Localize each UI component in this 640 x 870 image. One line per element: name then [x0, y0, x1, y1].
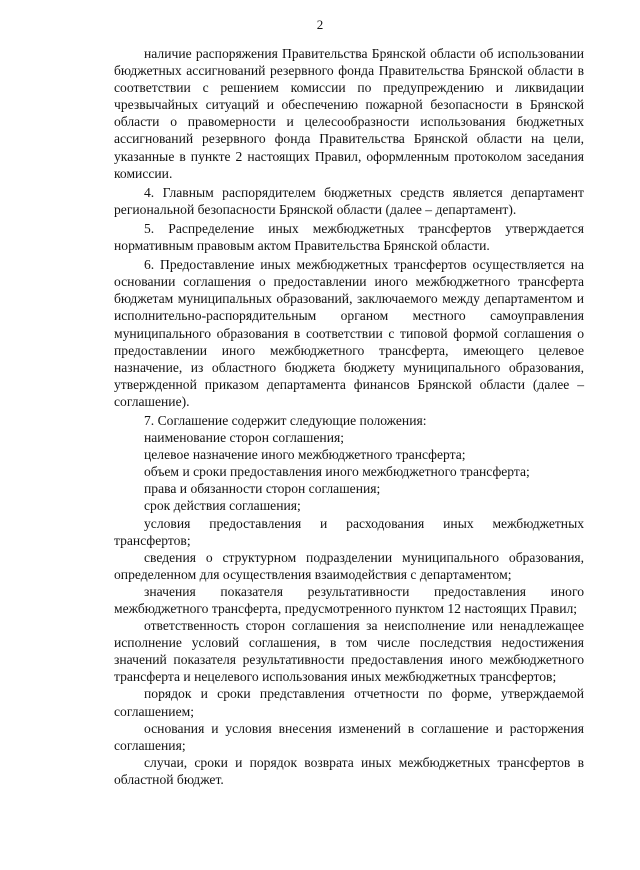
list-item-party-names: наименование сторон соглашения;: [144, 430, 345, 446]
paragraph-6-provision: 6. Предоставление иных межбюджетных трансфертов осуществляется на основании соглашения о предоставлении иного межбюджетного трансферта бюджетам муниципальных образований, заключаемого между департаментом и исполнительно-распорядительным органом местного самоуправления муниципального образования в соответствии с типовой формой соглашения о предоставлении иного межбюджетного трансферта, имеющего целевое назначение, из областного бюджета бюджету муниципального образования, утвержденной приказом департамента финансов Брянской области (далее – соглашение).: [114, 257, 584, 409]
list-item-performance-indicator: значения показателя результативности предоставления иного межбюджетного трансферта, предусмотренного пунктом 12 настоящих Правил;: [114, 583, 584, 616]
list-item-reporting: порядок и сроки представления отчетности по форме, утверждаемой соглашением;: [114, 686, 584, 719]
paragraph-4-chief-manager: 4. Главным распорядителем бюджетных средств является департамент региональной безопасности Брянской области (далее – департамент).: [114, 184, 584, 217]
list-item-purpose: целевое назначение иного межбюджетного трансферта;: [144, 447, 466, 463]
page-number: 2: [316, 17, 324, 32]
list-item-structural-unit: сведения о структурном подразделении муниципального образования, определенном для осуществления взаимодействия с департаментом;: [114, 549, 584, 582]
list-item-rights-duties: права и обязанности сторон соглашения;: [144, 481, 381, 497]
list-item-amendment: основания и условия внесения изменений в соглашение и расторжения соглашения;: [114, 720, 584, 753]
list-item-responsibility: ответственность сторон соглашения за неисполнение или ненадлежащее исполнение условий соглашения, в том числе последствия недостижения значений показателя результативности предоставления иного межбюджетного трансферта и нецелевого использования иных межбюджетных трансфертов;: [114, 618, 584, 685]
list-item-conditions: условия предоставления и расходования иных межбюджетных трансфертов;: [114, 515, 584, 548]
paragraph-reserve-fund-order: наличие распоряжения Правительства Брянской области об использовании бюджетных ассигнований резервного фонда Правительства Брянской области в соответствии с решением комиссии по предупреждению и ликвидации чрезвычайных ситуаций и обеспечению пожарной безопасности в Брянской области о правомерности и целесообразности использования бюджетных ассигнований резервного фонда Правительства Брянской области на цели, указанные в пункте 2 настоящих Правил, оформленным протоколом заседания комиссии.: [114, 46, 584, 181]
list-item-refund: случаи, сроки и порядок возврата иных межбюджетных трансфертов в областной бюджет.: [114, 754, 584, 787]
list-item-term: срок действия соглашения;: [144, 498, 301, 514]
list-item-amount-terms: объем и сроки предоставления иного межбюджетного трансферта;: [144, 464, 530, 480]
document-body: [114, 45, 584, 788]
paragraph-5-distribution: 5. Распределение иных межбюджетных трансфертов утверждается нормативным правовым актом Правительства Брянской области.: [114, 220, 584, 254]
paragraph-7-agreement-contents: 7. Соглашение содержит следующие положения:: [144, 412, 427, 428]
